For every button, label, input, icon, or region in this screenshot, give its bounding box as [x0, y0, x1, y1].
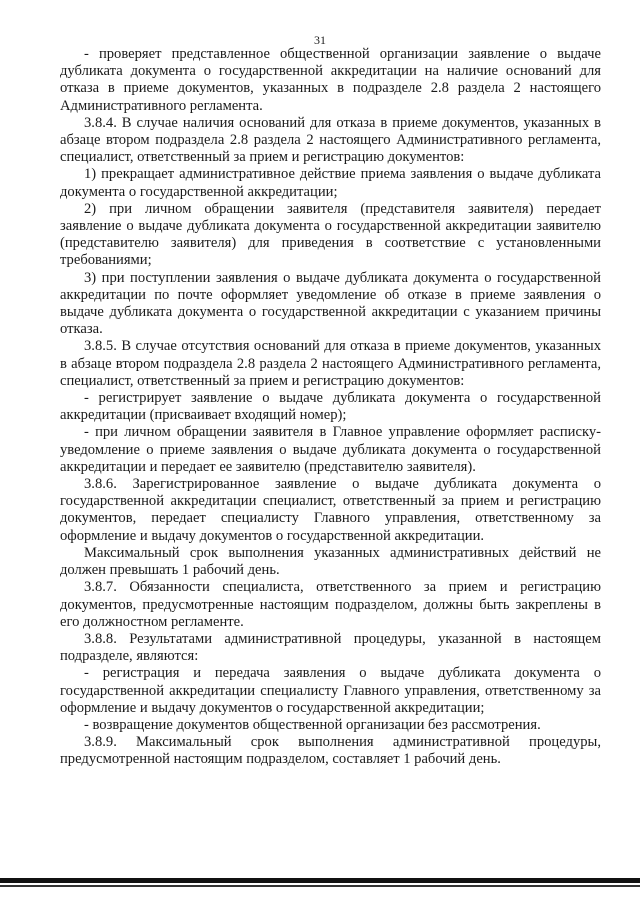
paragraph: 3.8.4. В случае наличия оснований для отказа в приеме документов, указанных в абзаце втором подраздела 2.8 раздела 2 настоящего Административного регламента, специалист, ответственный за прием и регистрацию документов: [60, 114, 601, 166]
scan-edge-line [0, 885, 640, 887]
paragraph: - проверяет представленное общественной организации заявление о выдаче дубликата документа о государственной аккредитации на наличие оснований для отказа в приеме документов, указанных в подразделе 2.8 раздела 2 настоящего Административного регламента. [60, 46, 601, 114]
paragraph: 3.8.5. В случае отсутствия оснований для отказа в приеме документов, указанных в абзаце втором подраздела 2.8 раздела 2 настоящего Административного регламента, специалист, ответственный за прием и регистрацию документов: [60, 338, 601, 389]
paragraph: 3.8.8. Результатами административной процедуры, указанной в настоящем подразделе, являются: [60, 630, 601, 665]
paragraph: - возвращение документов общественной организации без рассмотрения. [84, 716, 541, 733]
page-number: 31 [314, 33, 326, 47]
paragraph: Максимальный срок выполнения указанных административных действий не должен превышать 1 рабочий день. [60, 544, 601, 579]
paragraph: 3) при поступлении заявления о выдаче дубликата документа о государственной аккредитации по почте оформляет уведомление об отказе в приеме заявления о выдаче дубликата документа о государственной аккредитации с указанием причины отказа. [60, 269, 601, 338]
document-body [60, 46, 601, 769]
paragraph: 3.8.7. Обязанности специалиста, ответственного за прием и регистрацию документов, предусмотренные настоящим подразделом, должны быть закреплены в его должностном регламенте. [60, 579, 601, 630]
paragraph: 3.8.6. Зарегистрированное заявление о выдаче дубликата документа о государственной аккредитации специалист, ответственный за прием и регистрацию документов, передает специалисту Главного управления, ответственному за оформление и выдачу документов о государственной аккредитации. [60, 476, 601, 544]
paragraph: 3.8.9. Максимальный срок выполнения административной процедуры, предусмотренной настоящим подразделом, составляет 1 рабочий день. [60, 734, 601, 768]
paragraph: 1) прекращает административное действие приема заявления о выдаче дубликата документа о государственной аккредитации; [60, 166, 601, 200]
paragraph: 2) при личном обращении заявителя (представителя заявителя) передает заявление о выдаче дубликата документа о государственной аккредитации заявителю (представителю заявителя) для приведения в соответствие с установленными требованиями; [60, 200, 601, 269]
paragraph: - регистрация и передача заявления о выдаче дубликата документа о государственной аккредитации специалисту Главного управления, ответственному за оформление и выдачу документов о государственной аккредитации; [60, 665, 601, 716]
paragraph: - при личном обращении заявителя в Главное управление оформляет расписку-уведомление о приеме заявления о выдаче дубликата документа о государственной аккредитации и передает ее заявителю (представителю заявителя). [60, 424, 601, 475]
scan-edge-bar [0, 878, 640, 883]
paragraph: - регистрирует заявление о выдаче дубликата документа о государственной аккредитации (присваивает входящий номер); [60, 390, 601, 424]
